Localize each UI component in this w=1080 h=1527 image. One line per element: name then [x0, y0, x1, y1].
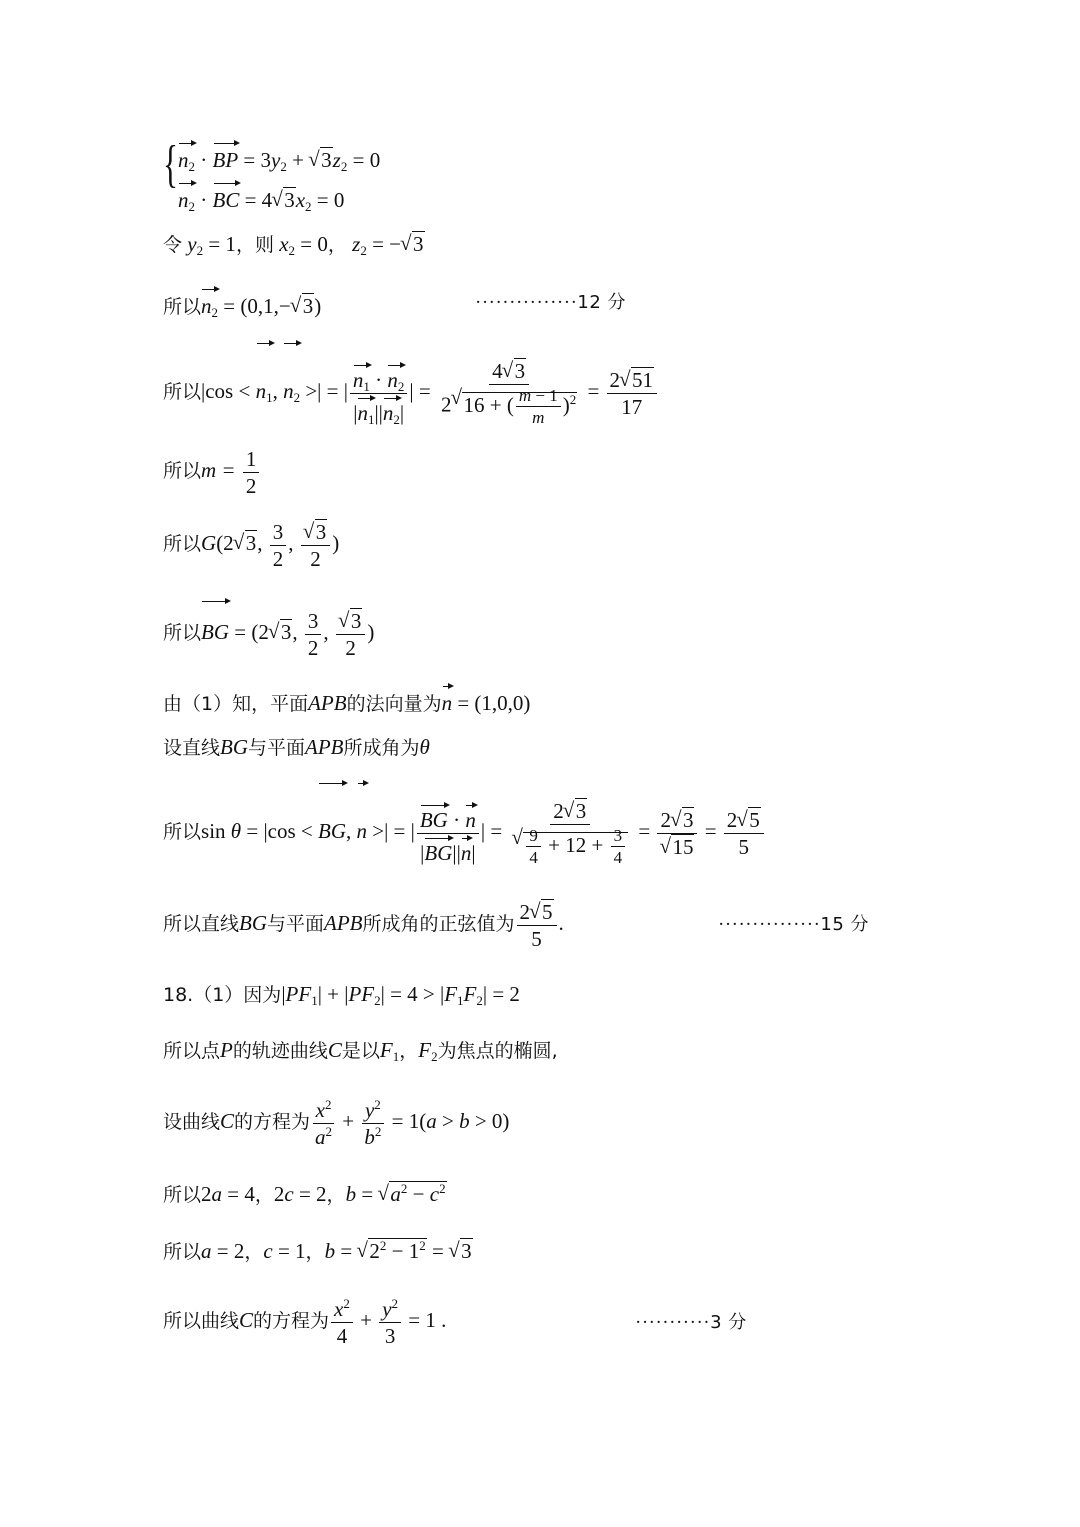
sine-conclusion-line: 所以直线BG与平面APB所成角的正弦值为 $\frac{2√ 5}{5}$ . — [163, 895, 564, 952]
let-y2-line: 令 $y_2 = 1$，则 $x_2 = 0$， $z_2$ = −√ 3 — [163, 230, 425, 259]
point-g-line: 所以G(2√ 3, $\frac{3}{2}$ , √ $\frac{3}{2}$ ) — [163, 515, 339, 572]
normal-vector-line: 由（1）知，平面APB的法向量为n = (1,0,0) — [163, 683, 530, 718]
cos-formula-line: 所以$|\cos < n_1$, $n_2$ >| = | $\frac{n_1 \cdot n_2}{|n_1||n_2|}$ | = 4√ 3 2√ 16 + ( $\frac{m - 1}{m}$ )$^2$ = $\frac{2√ 51}{17}$ — [163, 340, 659, 437]
score-3: ···········3 分 — [635, 1312, 747, 1333]
m-value-line: 所以m = $\frac{1}{2}$ — [163, 445, 261, 498]
system-eq-1: $n_2$ · BP = $3y_2$ + √ $3z_2 = 0$ — [178, 140, 380, 174]
curve-equation-line: 所以曲线C的方程为 $\frac{x^2}{4}$ + $\frac{y^2}{3}$ = 1 . — [163, 1295, 447, 1348]
system-brace: { — [163, 136, 178, 193]
angle-theta-line: 设直线BG与平面APB所成角为θ — [163, 735, 430, 759]
q18-line: 18.（1）因为$|PF_1| + |PF_2| = 4 > |F_1F_2| = 2$ — [163, 982, 520, 1008]
score-12: ···············12 分 — [475, 292, 627, 313]
score-15: ···············15 分 — [718, 914, 870, 935]
ellipse-locus-line: 所以点P的轨迹曲线C是以$F_1$，$F_2$为焦点的椭圆, — [163, 1038, 558, 1064]
n2-vector-line: 所以$n_2 = (0,1,-√$ 3) — [163, 286, 321, 321]
system-eq-2: $n_2$ · BC = 4√ $3x_2 = 0$ — [178, 180, 344, 214]
ac-relation-line: 所以2a = 4，2c = 2，b = √ $a^2 - c^2$ — [163, 1180, 447, 1209]
sin-formula-line: 所以sin θ = |cos < BG, n >| = | $\frac{BG \cdot n}{|BG||n|}$ | = 2√ 3 √ $\frac{9}{4}$ + 12 + $\frac{3}{4}$ = 2√ 3 √ 15 = $\frac{2√ 5}{5}$ — [163, 780, 766, 877]
ellipse-equation-line: 设曲线C的方程为 $\frac{x^2}{a^2}$ + $\frac{y^2}{b^2}$ = 1(a > b > 0) — [163, 1096, 510, 1149]
bg-vector-line: 所以BG = (2√ 3, $\frac{3}{2}$ , √ $\frac{3}{2}$ ) — [163, 598, 374, 661]
abc-values-line: 所以a = 2，c = 1，b = √ $2^2 - 1^2$ = √ 3 — [163, 1237, 473, 1266]
